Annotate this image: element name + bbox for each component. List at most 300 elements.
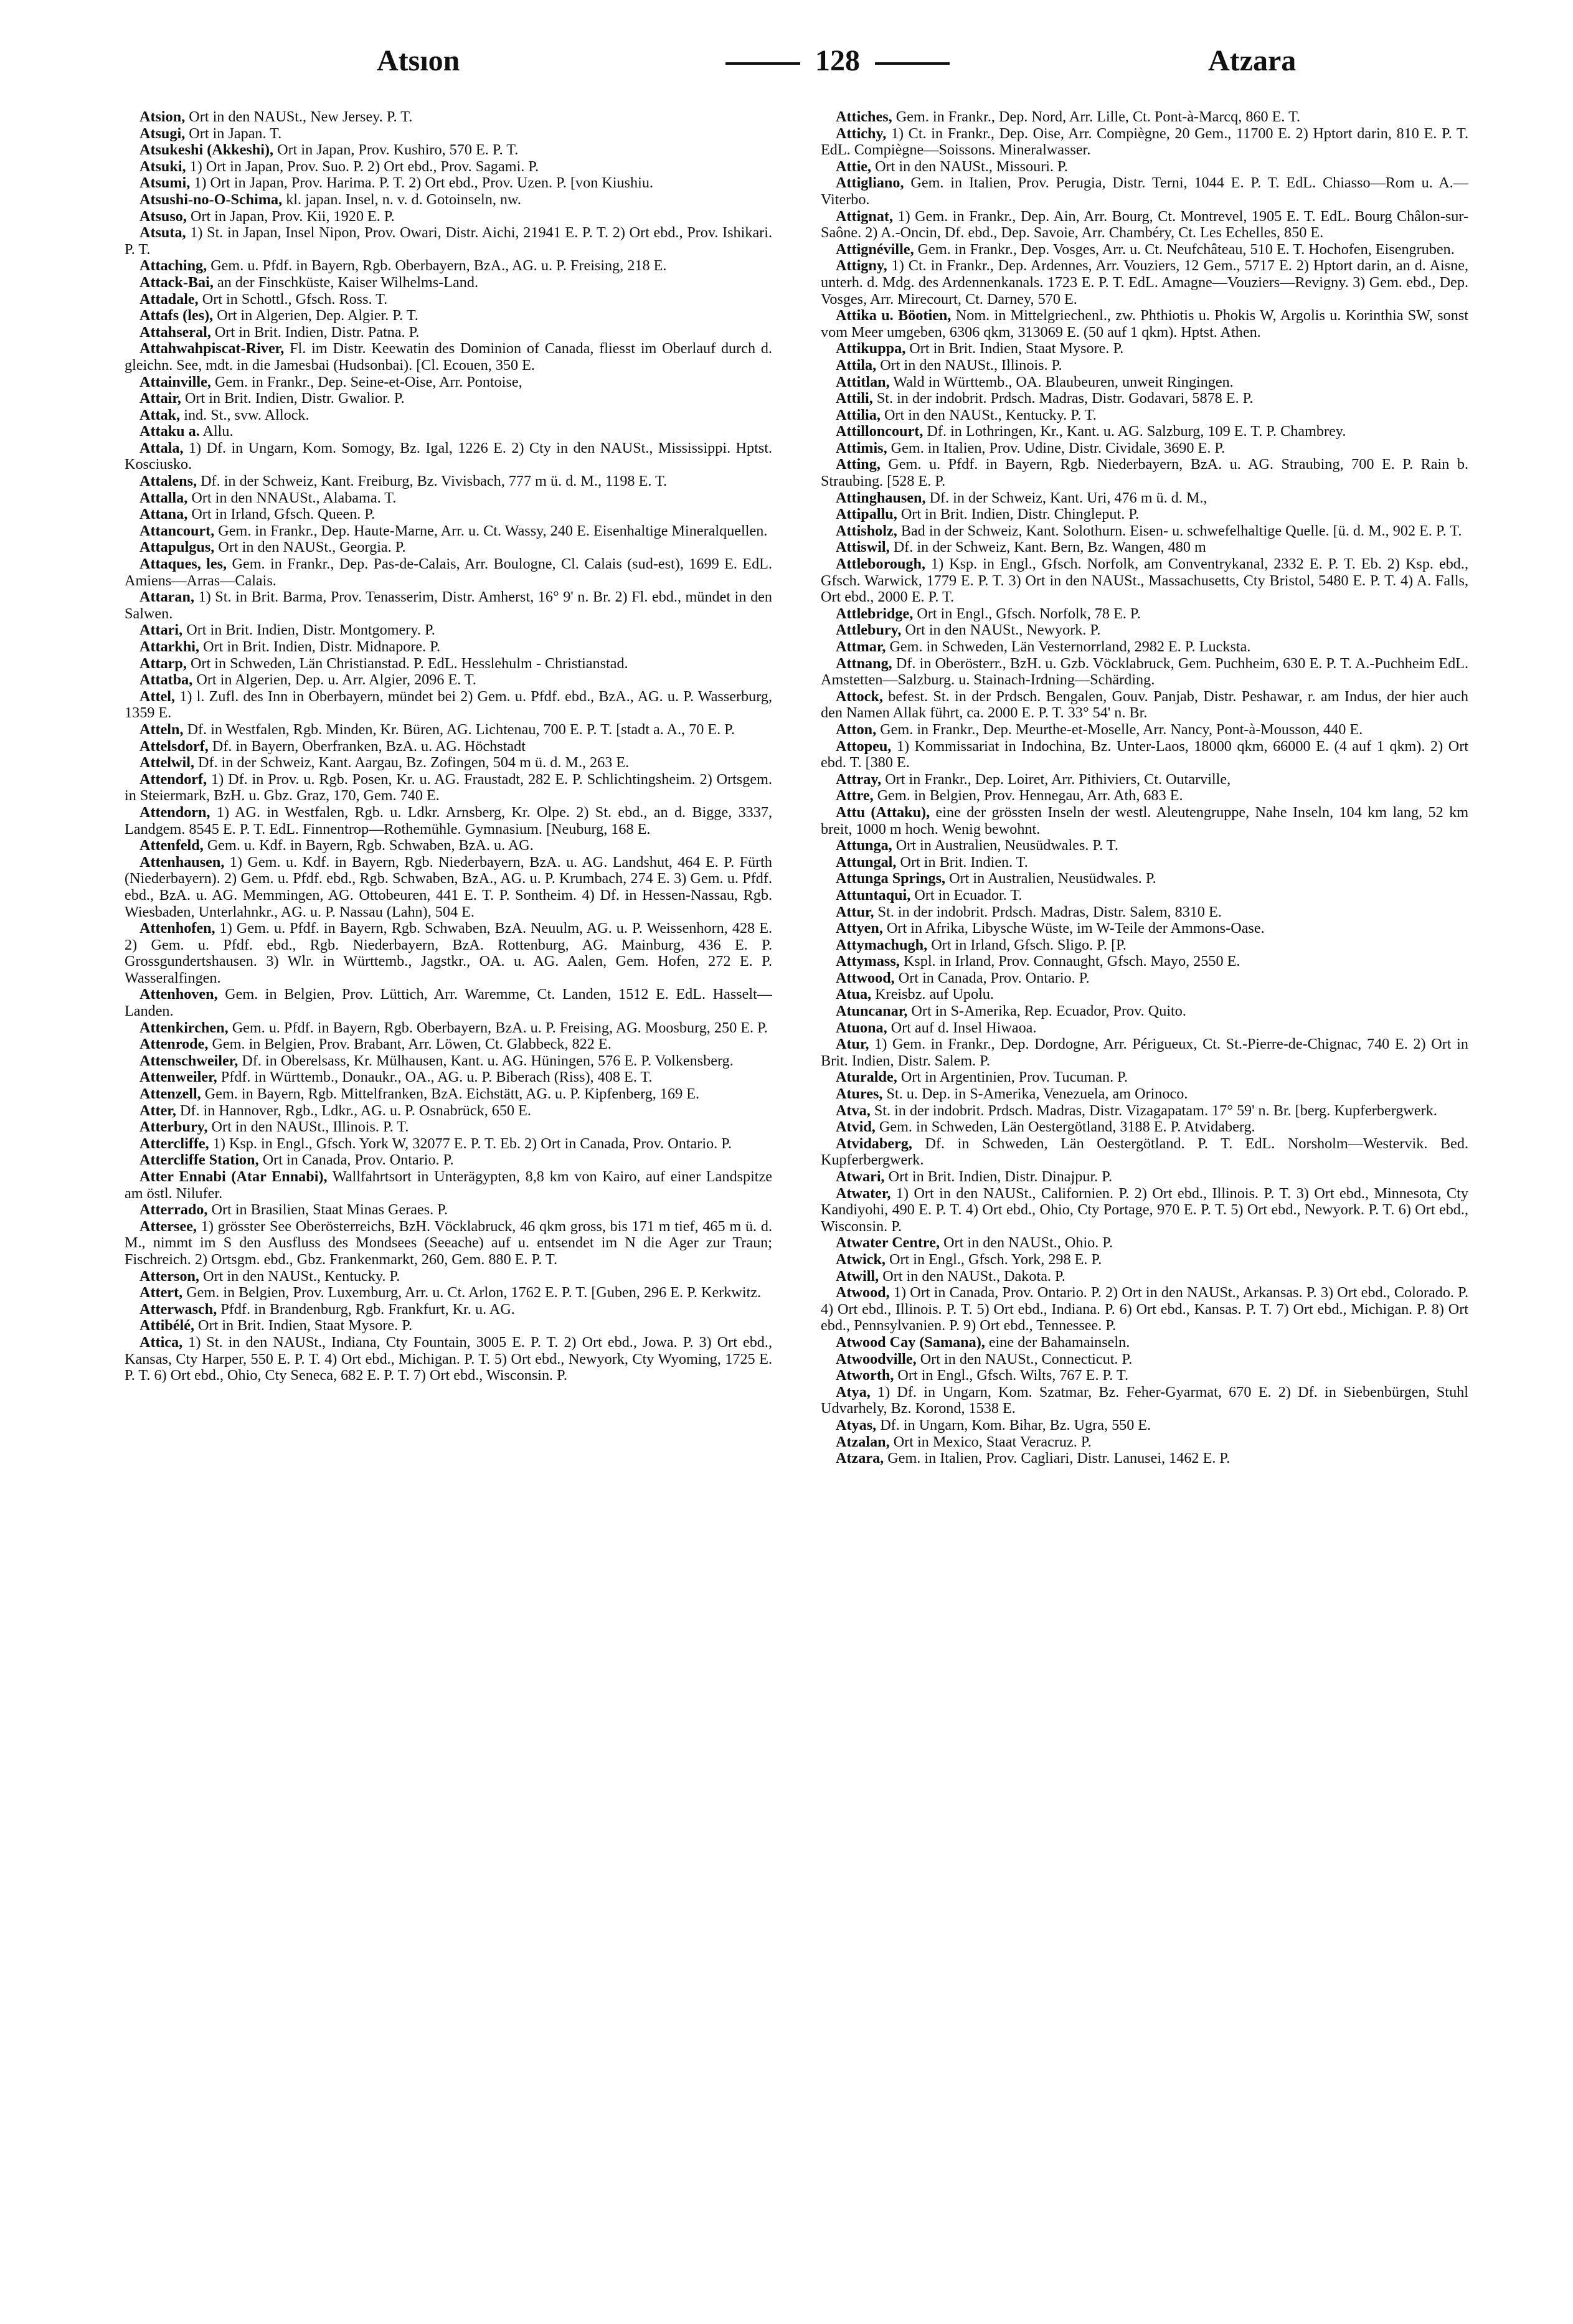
entry-headword: Atya, xyxy=(836,1383,871,1401)
entry-headword: Attapulgus, xyxy=(139,539,215,556)
gazetteer-entry xyxy=(821,904,1468,921)
entry-text: Ort in Brit. Indien, Distr. Montgomery. P. xyxy=(186,621,435,639)
gazetteer-entry xyxy=(125,423,772,440)
entry-text: 1) l. Zufl. des Inn in Oberbayern, mündet bei 2) Gem. u. Pfdf. ebd., BzA., AG. u. P. Wasserburg, 1359 E. xyxy=(125,687,772,722)
entry-headword: Attari, xyxy=(139,621,183,639)
entry-headword: Atwoodville, xyxy=(836,1350,917,1367)
entry-headword: Atvidaberg, xyxy=(836,1135,912,1152)
gazetteer-entry xyxy=(125,1086,772,1103)
entry-text: Df. in Schweden, Län Oestergötland. P. T. EdL. Norsholm—Westervik. Bed. Kupferbergwerk. xyxy=(821,1135,1468,1169)
entry-headword: Attigny, xyxy=(836,257,887,275)
entry-text: 1) Ksp. in Engl., Gfsch. York W, 32077 E. P. T. Eb. 2) Ort in Canada, Prov. Ontario. P. xyxy=(212,1135,732,1152)
gazetteer-entry xyxy=(821,159,1468,176)
entry-text: kl. japan. Insel, n. v. d. Gotoinseln, nw. xyxy=(286,191,521,208)
entry-headword: Atsion, xyxy=(139,109,186,125)
entry-headword: Attenschweiler, xyxy=(139,1052,239,1069)
gazetteer-entry xyxy=(125,1202,772,1219)
gazetteer-entry xyxy=(125,1119,772,1136)
entry-text: Gem. u. Pfdf. in Bayern, Rgb. Oberbayern, BzA. u. P. Freising, AG. Moosburg, 250 E. P. xyxy=(232,1019,768,1036)
gazetteer-entry xyxy=(821,1384,1468,1417)
gazetteer-entry xyxy=(821,506,1468,523)
gazetteer-entry xyxy=(125,308,772,324)
gazetteer-entry xyxy=(821,1169,1468,1186)
entry-headword: Attu (Attaku), xyxy=(836,803,930,821)
entry-headword: Attercliffe, xyxy=(139,1135,209,1152)
entry-text: Gem. in Italien, Prov. Udine, Distr. Cividale, 3690 E. P. xyxy=(890,439,1226,456)
entry-headword: Attenfeld, xyxy=(139,837,204,854)
gazetteer-entry xyxy=(821,109,1468,126)
gazetteer-entry xyxy=(821,357,1468,374)
entry-headword: Attisholz, xyxy=(836,522,897,539)
entry-text: Gem. in Schweden, Län Vesternorrland, 2982 E. P. Lucksta. xyxy=(889,638,1251,655)
gazetteer-entry xyxy=(821,308,1468,341)
entry-text: Gem. u. Pfdf. in Bayern, Rgb. Niederbayern, BzA. u. AG. Straubing, 700 E. P. Rain b. Straubing. [528 E. P. xyxy=(821,456,1468,490)
entry-headword: Attichy, xyxy=(836,125,887,142)
gazetteer-entry xyxy=(821,920,1468,937)
gazetteer-entry xyxy=(821,440,1468,457)
entry-headword: Attelsdorf, xyxy=(139,737,209,755)
entry-text: Df. in Hannover, Rgb., Ldkr., AG. u. P. Osnabrück, 650 E. xyxy=(179,1102,531,1119)
entry-headword: Attunga Springs, xyxy=(836,870,946,887)
gazetteer-entry xyxy=(125,506,772,523)
entry-text: 1) AG. in Westfalen, Rgb. u. Ldkr. Arnsberg, Kr. Olpe. 2) St. ebd., an d. Bigge, 3337, Landgem. 8545 E. P. T. EdL. Finnentrop—Rothemühle. Gymnasium. [Neuburg, 168 E. xyxy=(125,803,772,838)
entry-text: Ort in Brit. Indien, Staat Mysore. P. xyxy=(198,1317,413,1334)
gazetteer-entry xyxy=(821,258,1468,308)
entry-headword: Attur, xyxy=(836,903,874,920)
entry-text: Ort in den NAUSt., Kentucky. P. T. xyxy=(884,406,1097,423)
gazetteer-entry xyxy=(821,805,1468,838)
gazetteer-entry xyxy=(125,1152,772,1169)
entry-headword: Attarp, xyxy=(139,654,187,672)
gazetteer-entry xyxy=(821,1119,1468,1136)
entry-headword: Attignéville, xyxy=(836,240,914,258)
entry-headword: Attenweiler, xyxy=(139,1069,217,1086)
gazetteer-entry xyxy=(125,126,772,143)
entry-headword: Atsushi-no-O-Schima, xyxy=(139,191,283,208)
gazetteer-entry xyxy=(821,953,1468,970)
entry-headword: Atva, xyxy=(836,1102,871,1119)
entry-text: Ort in den NNAUSt., Alabama. T. xyxy=(191,489,397,506)
entry-headword: Atteln, xyxy=(139,720,184,738)
entry-headword: Attili, xyxy=(836,390,873,407)
entry-headword: Attopeu, xyxy=(836,737,892,755)
entry-headword: Attica, xyxy=(139,1333,183,1351)
entry-text: 1) Ksp. in Engl., Gfsch. Norfolk, am Conventrykanal, 2332 E. P. T. Eb. 2) Ksp. ebd., Gfsch. Warwick, 1779 E. P. T. 3) Ort in den NAUSt., Massachusetts, Cty Bristol, 5480 E. P. T. 4) A. Falls, Ort ebd., 2000 E. P. T. xyxy=(821,555,1468,606)
entry-text: ind. St., svw. Allock. xyxy=(184,406,309,423)
entry-headword: Attainville, xyxy=(139,373,211,390)
entry-text: 1) Ort in Canada, Prov. Ontario. P. 2) Ort in den NAUSt., Arkansas. P. 3) Ort ebd., Colorado. P. 4) Ort ebd., Illinois. P. T. 5) Ort ebd., Indiana. P. 6) Ort ebd., Kansas. P. T. 7) Ort ebd., Michigan. P. 8) Ort ebd., Pennsylvanien. P. 9) Ort ebd., Tennessee. P. xyxy=(821,1284,1468,1334)
entry-headword: Atterbury, xyxy=(139,1118,208,1136)
entry-headword: Atsukeshi (Akkeshi), xyxy=(139,141,274,159)
entry-headword: Atwood Cay (Samana), xyxy=(836,1333,985,1351)
entry-text: Ort in Japan, Prov. Kii, 1920 E. P. xyxy=(191,207,395,225)
entry-text: Nom. in Mittelgriechenl., zw. Phthiotis u. Phokis W, Argolis u. Korinthia SW, sonst vom Meer umgeben, 6306 qkm, 313069 E. (50 auf 1 qkm). Hptst. Athen. xyxy=(821,307,1468,341)
gazetteer-entry xyxy=(821,1136,1468,1169)
entry-headword: Atvid, xyxy=(836,1118,876,1136)
right-column xyxy=(821,109,1468,2289)
gazetteer-entry xyxy=(821,887,1468,904)
header-rule-right xyxy=(875,62,950,65)
entry-headword: Attitlan, xyxy=(836,373,890,390)
gazetteer-entry xyxy=(125,275,772,291)
page-header xyxy=(112,37,1438,93)
entry-headword: Attalla, xyxy=(139,489,188,506)
gazetteer-entry xyxy=(125,142,772,159)
entry-text: Df. in Oberösterr., BzH. u. Gzb. Vöcklabruck, Gem. Puchheim, 630 E. P. T. A.-Puchheim EdL. Amstetten—Salzburg. u. Stainach-Irdning—Schärding. xyxy=(821,654,1468,689)
entry-text: Gem. in Frankr., Dep. Vosges, Arr. u. Ct. Neufchâteau, 510 E. T. Hochofen, Eisengruben. xyxy=(917,240,1455,258)
entry-text: Ort in Brit. Indien, Distr. Gwalior. P. xyxy=(185,390,405,407)
entry-headword: Attikuppa, xyxy=(836,340,906,357)
entry-headword: Atua, xyxy=(836,986,872,1003)
header-left-catchword: Atsıon xyxy=(377,44,460,77)
entry-text: Gem. in Belgien, Prov. Brabant, Arr. Löwen, Ct. Glabbeck, 822 E. xyxy=(212,1036,612,1053)
entry-text: 1) Ort in den NAUSt., Californien. P. 2) Ort ebd., Illinois. P. T. 3) Ort ebd., Minnesota, Cty Kandiyohi, 490 E. P. T. 4) Ort ebd., Ohio, Cty Portage, 970 E. P. T. 5) Ort ebd., Newyork. P. T. 6) Ort ebd., Wisconsin. P. xyxy=(821,1184,1468,1235)
entry-text: 1) Gem. u. Pfdf. in Bayern, Rgb. Schwaben, BzA. Neuulm, AG. u. P. Weissenhorn, 428 E. 2) Gem. u. Pfdf. ebd., Rgb. Niederbayern, BzA. Rottenburg, AG. Mainburg, 436 E. P. Grossgundertshausen. 3) Wlr. in Württemb., Jagstkr., OA. u. AG. Aalen, Gem. Hofen, 272 E. P. Wasseralfingen. xyxy=(125,920,772,986)
entry-headword: Atuncanar, xyxy=(836,1003,908,1020)
gazetteer-entry xyxy=(821,1417,1468,1434)
entry-text: Gem. in Italien, Prov. Cagliari, Distr. Lanusei, 1462 E. P. xyxy=(887,1450,1231,1467)
entry-headword: Attenkirchen, xyxy=(139,1019,229,1036)
entry-headword: Attak, xyxy=(139,406,181,423)
entry-headword: Attungal, xyxy=(836,853,897,871)
gazetteer-entry xyxy=(125,672,772,689)
gazetteer-entry xyxy=(821,1020,1468,1037)
entry-text: Ort in Argentinien, Prov. Tucuman. P. xyxy=(900,1069,1128,1086)
gazetteer-entry xyxy=(125,854,772,920)
gazetteer-entry xyxy=(125,722,772,739)
entry-headword: Atworth, xyxy=(836,1367,894,1384)
gazetteer-entry xyxy=(821,423,1468,440)
entry-text: an der Finschküste, Kaiser Wilhelms-Land. xyxy=(217,273,479,291)
entry-text: Ort in Engl., Gfsch. Norfolk, 78 E. P. xyxy=(917,605,1141,622)
entry-text: Bad in der Schweiz, Kant. Solothurn. Eisen- u. schwefelhaltige Quelle. [ü. d. M., 902 E. P. T. xyxy=(900,522,1462,539)
gazetteer-entry xyxy=(125,739,772,755)
gazetteer-entry xyxy=(821,937,1468,954)
gazetteer-entry xyxy=(125,209,772,225)
gazetteer-entry xyxy=(821,209,1468,242)
entry-text: Gem. in Schweden, Län Oestergötland, 3188 E. P. Atvidaberg. xyxy=(879,1118,1255,1136)
gazetteer-entry xyxy=(125,1069,772,1086)
entry-text: Ort in den NAUSt., Illinois. P. xyxy=(880,356,1062,374)
entry-headword: Attray, xyxy=(836,770,882,788)
gazetteer-entry xyxy=(821,1235,1468,1252)
entry-headword: Attelwil, xyxy=(139,754,194,772)
entry-headword: Attahseral, xyxy=(139,323,211,341)
entry-headword: Atter, xyxy=(139,1102,176,1119)
entry-text: Ort in Algerien, Dep. u. Arr. Algier, 2096 E. T. xyxy=(196,671,476,689)
entry-headword: Attimis, xyxy=(836,439,887,456)
entry-headword: Attymachugh, xyxy=(836,936,928,953)
gazetteer-entry xyxy=(125,1136,772,1153)
entry-headword: Attala, xyxy=(139,439,184,456)
entry-headword: Attmar, xyxy=(836,638,886,655)
entry-headword: Atzara, xyxy=(836,1450,884,1467)
entry-headword: Attana, xyxy=(139,506,188,523)
entry-headword: Atwater Centre, xyxy=(836,1234,940,1252)
gazetteer-entry xyxy=(125,838,772,854)
entry-headword: Attiches, xyxy=(836,109,892,125)
entry-headword: Attymass, xyxy=(836,953,900,970)
gazetteer-entry xyxy=(821,374,1468,391)
entry-headword: Attarkhi, xyxy=(139,638,200,655)
entry-text: Ort in den NAUSt., Missouri. P. xyxy=(875,158,1068,175)
gazetteer-entry xyxy=(821,871,1468,887)
gazetteer-entry xyxy=(125,175,772,192)
entry-text: Pfdf. in Brandenburg, Rgb. Frankfurt, Kr. u. AG. xyxy=(220,1300,515,1318)
entry-text: 1) Ort in Japan, Prov. Harima. P. T. 2) Ort ebd., Prov. Uzen. P. [von Kiushiu. xyxy=(194,174,653,192)
entry-headword: Attinghausen, xyxy=(836,489,926,506)
gazetteer-entry xyxy=(125,341,772,374)
entry-headword: Attair, xyxy=(139,390,181,407)
entry-text: Ort in Afrika, Libysche Wüste, im W-Teile der Ammons-Oase. xyxy=(886,920,1265,937)
entry-headword: Atuona, xyxy=(836,1019,887,1036)
entry-headword: Attancourt, xyxy=(139,522,215,539)
gazetteer-entry xyxy=(821,242,1468,258)
entry-headword: Attunga, xyxy=(836,837,892,854)
entry-headword: Atur, xyxy=(836,1036,869,1053)
gazetteer-entry xyxy=(821,689,1468,722)
gazetteer-entry xyxy=(821,622,1468,639)
entry-headword: Atterson, xyxy=(139,1267,200,1285)
entry-text: Ort in Brit. Indien, Distr. Patna. P. xyxy=(214,323,420,341)
entry-text: Ort in Engl., Gfsch. Wilts, 767 E. P. T. xyxy=(897,1367,1128,1384)
entry-text: St. in der indobrit. Prdsch. Madras, Distr. Godavari, 5878 E. P. xyxy=(876,390,1254,407)
gazetteer-entry xyxy=(125,920,772,986)
entry-text: Ort in Canada, Prov. Ontario. P. xyxy=(898,969,1090,986)
gazetteer-entry xyxy=(125,539,772,556)
entry-text: Wallfahrtsort in Unterägypten, 8,8 km von Kairo, auf einer Landspitze am östl. Nilufer. xyxy=(125,1168,772,1202)
entry-text: Gem. u. Pfdf. in Bayern, Rgb. Oberbayern, BzA., AG. u. P. Freising, 218 E. xyxy=(210,257,667,275)
entry-headword: Attersee, xyxy=(139,1217,197,1235)
gazetteer-entry xyxy=(125,689,772,722)
entry-headword: Attlebridge, xyxy=(836,605,914,622)
entry-headword: Attiswil, xyxy=(836,539,890,556)
gazetteer-entry xyxy=(821,1069,1468,1086)
entry-text: Ort in Brit. Indien, Distr. Midnapore. P. xyxy=(203,638,441,655)
entry-headword: Atsumi, xyxy=(139,174,191,192)
entry-headword: Attignat, xyxy=(836,207,894,225)
gazetteer-entry xyxy=(821,1450,1468,1467)
header-right-catchword: Atzara xyxy=(1208,44,1297,77)
entry-text: Df. in Ungarn, Kom. Bihar, Bz. Ugra, 550 E. xyxy=(880,1416,1151,1434)
entry-headword: Attercliffe Station, xyxy=(139,1151,259,1169)
entry-text: 1) St. in den NAUSt., Indiana, Cty Fountain, 3005 E. P. T. 2) Ort ebd., Jowa. P. 3) Ort ebd., Kansas, Cty Harper, 550 E. P. T. 4) Ort ebd., Michigan. P. T. 5) Ort ebd., Newyork, Cty Wyoming, 1725 E. P. T. 6) Ort ebd., Ohio, Cty Seneca, 682 E. P. T. 7) Ort ebd., Wisconsin. P. xyxy=(125,1333,772,1384)
entry-headword: Attyen, xyxy=(836,920,883,937)
gazetteer-entry xyxy=(125,589,772,622)
entry-headword: Atsuki, xyxy=(139,158,186,175)
gazetteer-entry xyxy=(821,1367,1468,1384)
entry-text: eine der Bahamainseln. xyxy=(988,1333,1130,1351)
entry-text: Ort in Canada, Prov. Ontario. P. xyxy=(262,1151,454,1169)
gazetteer-entry xyxy=(821,606,1468,623)
entry-text: Ort in Ecuador. T. xyxy=(914,886,1023,904)
entry-headword: Atwater, xyxy=(836,1184,891,1202)
entry-headword: Atsuta, xyxy=(139,224,186,242)
gazetteer-entry xyxy=(125,159,772,176)
entry-headword: Atwari, xyxy=(836,1168,885,1185)
entry-text: Wald in Württemb., OA. Blaubeuren, unweit Ringingen. xyxy=(893,373,1234,390)
gazetteer-entry xyxy=(125,1318,772,1334)
entry-text: Ort in Frankr., Dep. Loiret, Arr. Pithiviers, Ct. Outarville, xyxy=(885,770,1231,788)
entry-text: Df. in Oberelsass, Kr. Mülhausen, Kant. u. AG. Hüningen, 576 E. P. Volkensberg. xyxy=(242,1052,734,1069)
entry-headword: Atures, xyxy=(836,1085,883,1103)
entry-text: Ort in Engl., Gfsch. York, 298 E. P. xyxy=(889,1250,1102,1268)
entry-text: Gem. in Belgien, Prov. Lüttich, Arr. Waremme, Ct. Landen, 1512 E. EdL. Hasselt—Landen. xyxy=(125,986,772,1020)
entry-headword: Atwood, xyxy=(836,1284,890,1301)
entry-text: Ort in Japan, Prov. Kushiro, 570 E. P. T. xyxy=(277,141,519,159)
entry-text: Ort in Brit. Indien, Distr. Dinajpur. P. xyxy=(888,1168,1113,1185)
entry-text: Ort in Algerien, Dep. Algier. P. T. xyxy=(217,307,418,324)
gazetteer-entry xyxy=(125,291,772,308)
gazetteer-entry xyxy=(125,225,772,258)
gazetteer-entry xyxy=(821,1434,1468,1451)
entry-headword: Attlebury, xyxy=(836,621,902,639)
entry-text: Ort in den NAUSt., Kentucky. P. xyxy=(203,1267,400,1285)
gazetteer-entry xyxy=(821,1268,1468,1285)
gazetteer-entry xyxy=(125,440,772,473)
gazetteer-entry xyxy=(125,473,772,490)
entry-text: Gem. in Frankr., Dep. Nord, Arr. Lille, Ct. Pont-à-Marcq, 860 E. T. xyxy=(895,109,1301,125)
gazetteer-entry xyxy=(125,1020,772,1037)
entry-text: Ort in den NAUSt., Georgia. P. xyxy=(218,539,406,556)
gazetteer-entry xyxy=(821,1036,1468,1069)
gazetteer-entry xyxy=(125,1334,772,1384)
gazetteer-entry xyxy=(125,755,772,772)
entry-text: Gem. u. Kdf. in Bayern, Rgb. Schwaben, BzA. u. AG. xyxy=(207,837,534,854)
entry-headword: Attenzell, xyxy=(139,1085,201,1103)
entry-text: Gem. in Italien, Prov. Perugia, Distr. Terni, 1044 E. P. T. EdL. Chiasso—Rom u. A.—Viterbo. xyxy=(821,174,1468,208)
gazetteer-entry xyxy=(821,1103,1468,1120)
gazetteer-entry xyxy=(125,656,772,673)
entry-headword: Attenhofen, xyxy=(139,920,215,937)
entry-text: Kreisbz. auf Upolu. xyxy=(875,986,994,1003)
entry-text: St. u. Dep. in S-Amerika, Venezuela, am Orinoco. xyxy=(886,1085,1188,1103)
entry-text: Fl. im Distr. Keewatin des Dominion of Canada, fliesst im Oberlauf durch d. gleichn. See, mdt. in die Jamesbai (Hudsonbai). [Cl. Ecouen, 350 E. xyxy=(125,340,772,374)
entry-text: Ort in den NAUSt., Ohio. P. xyxy=(943,1234,1113,1252)
gazetteer-entry xyxy=(821,1252,1468,1268)
gazetteer-entry xyxy=(821,656,1468,689)
entry-text: Ort in Mexico, Staat Veracruz. P. xyxy=(893,1433,1092,1450)
entry-headword: Atter Ennabi (Atar Ennabi), xyxy=(139,1168,328,1185)
entry-text: Pfdf. in Württemb., Donaukr., OA., AG. u. P. Biberach (Riss), 408 E. T. xyxy=(220,1069,653,1086)
entry-text: Df. in Bayern, Oberfranken, BzA. u. AG. Höchstadt xyxy=(212,737,526,755)
entry-headword: Attadale, xyxy=(139,290,199,308)
entry-text: Ort in den NAUSt., New Jersey. P. T. xyxy=(189,109,413,125)
entry-text: Ort in Schweden, Län Christianstad. P. EdL. Hesslehulm - Christianstad. xyxy=(190,654,628,672)
entry-text: befest. St. in der Prdsch. Bengalen, Gouv. Panjab, Distr. Peshawar, r. am Indus, der hier auch den Namen Allak führt, ca. 2000 E. P. T. 33° 54' n. Br. xyxy=(821,687,1468,722)
gazetteer-entry xyxy=(125,986,772,1019)
entry-text: Gem. in Belgien, Prov. Luxemburg, Arr. u. Ct. Arlon, 1762 E. P. T. [Guben, 296 E. P. Kerkwitz. xyxy=(186,1284,762,1301)
entry-text: Gem. in Frankr., Dep. Haute-Marne, Arr. u. Ct. Wassy, 240 E. Eisenhaltige Mineralquellen. xyxy=(218,522,768,539)
gazetteer-entry xyxy=(821,539,1468,556)
gazetteer-entry xyxy=(125,374,772,391)
gazetteer-entry xyxy=(821,739,1468,772)
entry-headword: Attaku a. xyxy=(139,423,200,440)
entry-text: Ort auf d. Insel Hiwaoa. xyxy=(890,1019,1037,1036)
entry-text: Ort in Irland, Gfsch. Queen. P. xyxy=(191,506,376,523)
gazetteer-entry xyxy=(125,772,772,805)
gazetteer-entry xyxy=(125,1285,772,1301)
gazetteer-entry xyxy=(821,772,1468,788)
left-column xyxy=(125,109,772,2289)
gazetteer-entry xyxy=(125,258,772,275)
entry-text: Allu. xyxy=(202,423,234,440)
entry-text: Ort in Australien, Neusüdwales. P. xyxy=(949,870,1156,887)
entry-headword: Attock, xyxy=(836,687,883,705)
gazetteer-entry xyxy=(821,126,1468,159)
header-rule-left xyxy=(725,62,800,65)
entry-headword: Attilia, xyxy=(836,406,881,423)
gazetteer-entry xyxy=(125,324,772,341)
entry-headword: Attaran, xyxy=(139,588,194,606)
gazetteer-entry xyxy=(125,805,772,838)
entry-headword: Atsuso, xyxy=(139,207,187,225)
entry-text: Kspl. in Irland, Prov. Connaught, Gfsch. Mayo, 2550 E. xyxy=(903,953,1240,970)
entry-text: 1) Kommissariat in Indochina, Bz. Unter-Laos, 18000 qkm, 66000 E. (4 auf 1 qkm). 2) Ort ebd. T. [380 E. xyxy=(821,737,1468,772)
gazetteer-entry xyxy=(125,1053,772,1070)
gazetteer-entry xyxy=(821,1334,1468,1351)
page-number: 128 xyxy=(815,44,860,77)
gazetteer-entry xyxy=(821,986,1468,1003)
gazetteer-entry xyxy=(125,622,772,639)
entry-text: 1) Gem. u. Kdf. in Bayern, Rgb. Niederbayern, BzA. u. AG. Landshut, 464 E. P. Fürth (Niederbayern). 2) Gem. u. Pfdf. ebd., Rgb. Schwaben, BzA., AG. u. P. Krumbach, 274 E. 3) Gem. u. Pfdf. ebd., BzA. u. AG. Memmingen, AG. Ottobeuren, 441 E. T. P. Sontheim. 4) Df. in Hessen-Nassau, Rgb. Wiesbaden, Unterlahnkr., AG. u. P. Nassau (Lahn), 504 E. xyxy=(125,853,772,920)
gazetteer-entry xyxy=(125,639,772,656)
entry-text: Ort in S-Amerika, Rep. Ecuador, Prov. Quito. xyxy=(911,1003,1186,1020)
header-page-number-group xyxy=(663,44,1012,78)
gazetteer-entry xyxy=(821,407,1468,424)
entry-text: 1) Gem. in Frankr., Dep. Dordogne, Arr. Périgueux, Ct. St.-Pierre-de-Chignac, 740 E. 2) Ort in Brit. Indien, Distr. Salem. P. xyxy=(821,1036,1468,1069)
entry-text: Ort in Brit. Indien, Staat Mysore. P. xyxy=(909,340,1124,357)
entry-headword: Attalens, xyxy=(139,473,197,490)
gazetteer-entry xyxy=(125,556,772,589)
entry-headword: Attleborough, xyxy=(836,555,926,573)
entry-text: Df. in der Schweiz, Kant. Freiburg, Bz. Vivisbach, 777 m ü. d. M., 1198 E. T. xyxy=(201,473,668,490)
entry-text: eine der grössten Inseln der westl. Aleutengruppe, Nahe Inseln, 104 km lang, 52 km breit, 1000 m hoch. Wenig bewohnt. xyxy=(821,803,1468,838)
column-gutter xyxy=(796,118,797,2273)
entry-text: 1) St. in Japan, Insel Nipon, Prov. Owari, Distr. Aichi, 21941 E. P. T. 2) Ort ebd., Prov. Ishikari. P. T. xyxy=(125,224,772,258)
gazetteer-entry xyxy=(125,1103,772,1120)
gazetteer-entry xyxy=(125,1301,772,1318)
entry-text: Ort in Brit. Indien. T. xyxy=(900,853,1028,871)
entry-headword: Attendorn, xyxy=(139,803,210,821)
entry-text: St. in der indobrit. Prdsch. Madras, Distr. Salem, 8310 E. xyxy=(877,903,1222,920)
entry-text: Ort in Japan. T. xyxy=(189,125,282,142)
entry-text: Ort in Irland, Gfsch. Sligo. P. [P. xyxy=(931,936,1127,953)
entry-headword: Attnang, xyxy=(836,654,892,672)
entry-text: Gem. in Frankr., Dep. Pas-de-Calais, Arr. Boulogne, Cl. Calais (sud-est), 1699 E. EdL. Amiens—Arras—Calais. xyxy=(125,555,772,589)
entry-headword: Attie, xyxy=(836,158,872,175)
entry-text: Ort in den NAUSt., Newyork. P. xyxy=(905,621,1101,639)
gazetteer-entry xyxy=(125,407,772,424)
entry-text: Df. in Lothringen, Kr., Kant. u. AG. Salzburg, 109 E. T. P. Chambrey. xyxy=(927,423,1346,440)
entry-text: Ort in Brasilien, Staat Minas Geraes. P. xyxy=(211,1201,448,1219)
entry-headword: Atton, xyxy=(836,720,877,738)
gazetteer-entry xyxy=(821,722,1468,739)
gazetteer-entry xyxy=(821,556,1468,606)
gazetteer-entry xyxy=(125,109,772,126)
entry-text: 1) grösster See Oberösterreichs, BzH. Vöcklabruck, 46 qkm gross, bis 171 m tief, 465 m ü. d. M., nimmt im S den Ausfluss des Mondsees (Seeache) auf u. entsendet im N die Ager zur Traun; Fischreich. 2) Ortsgm. ebd., Gbz. Frankenmarkt, 260, Gem. 880 E. P. T. xyxy=(125,1217,772,1268)
entry-text: 1) Df. in Prov. u. Rgb. Posen, Kr. u. AG. Fraustadt, 282 E. P. Schlichtingsheim. 2) Ortsgem. in Steiermark, BzH. u. Gbz. Graz, 170, Gem. 740 E. xyxy=(125,770,772,805)
entry-text: Ort in den NAUSt., Connecticut. P. xyxy=(920,1350,1133,1367)
entry-headword: Atzalan, xyxy=(836,1433,890,1450)
entry-headword: Attert, xyxy=(139,1284,183,1301)
entry-headword: Attwood, xyxy=(836,969,895,986)
gazetteer-entry xyxy=(125,523,772,540)
gazetteer-entry xyxy=(821,788,1468,805)
entry-headword: Atterwasch, xyxy=(139,1300,217,1318)
entry-headword: Atterrado, xyxy=(139,1201,208,1219)
entry-text: Df. in der Schweiz, Kant. Aargau, Bz. Zofingen, 504 m ü. d. M., 263 E. xyxy=(198,754,630,772)
